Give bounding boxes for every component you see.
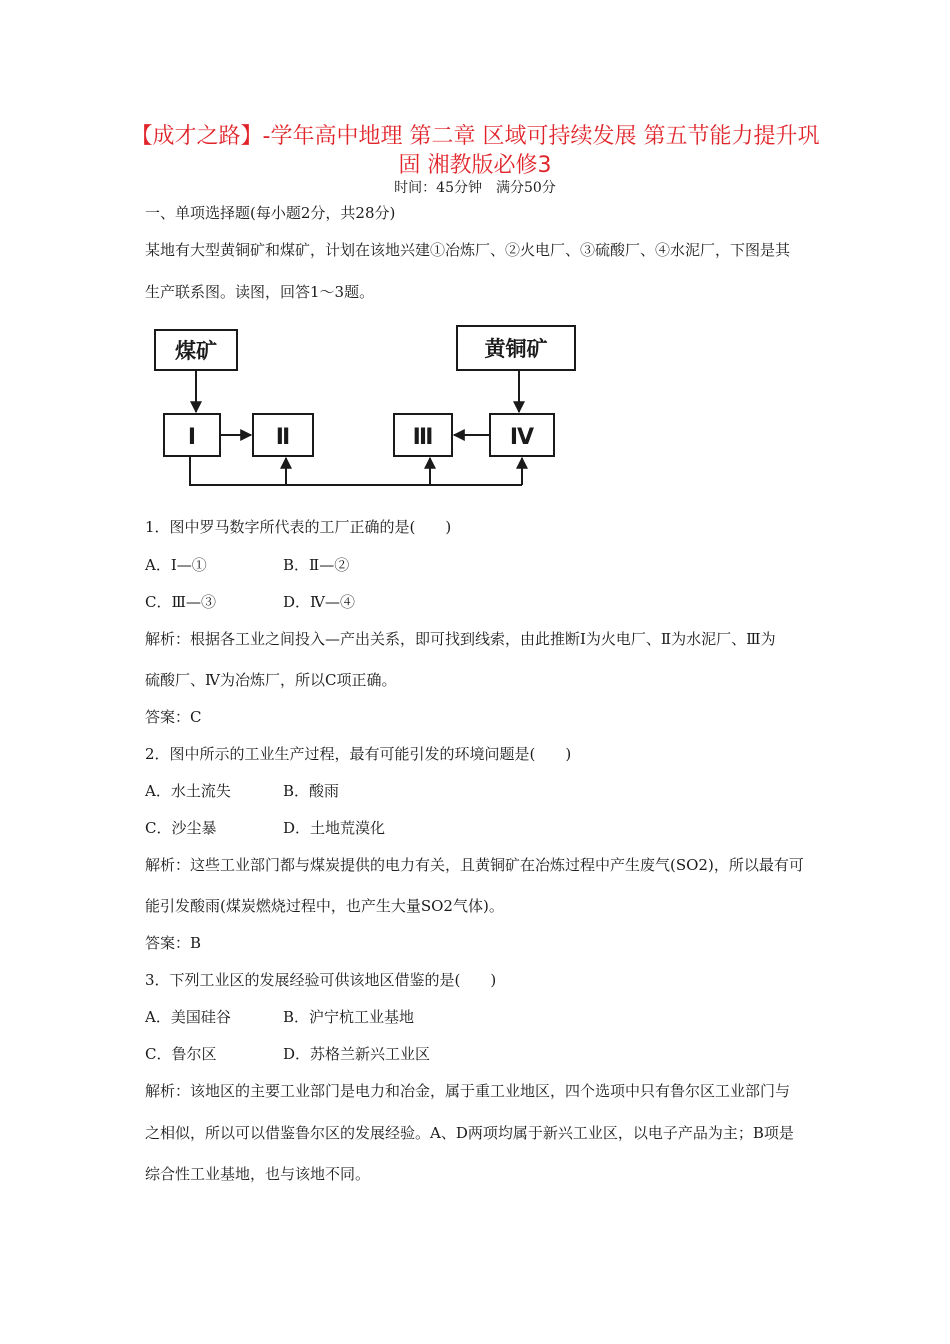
document-title [100,122,850,180]
intro-text-line-2: 生产联系图。读图，回答1～3题。 [145,283,375,301]
q3-explanation-line-1: 解析：该地区的主要工业部门是电力和冶金，属于重工业地区，四个选项中只有鲁尔区工业部门与 [145,1082,791,1100]
production-link-diagram [150,322,590,497]
q1-explanation-line-1: 解析：根据各工业之间投入—产出关系，即可找到线索，由此推断Ⅰ为火电厂、Ⅱ为水泥厂、Ⅲ为 [145,630,776,648]
q2-option-c: C．沙尘暴 [145,819,217,837]
question-1-stem: 1．图中罗马数字所代表的工厂正确的是( ) [145,518,452,536]
title-line-1: 【成才之路】-学年高中地理 第二章 区域可持续发展 第五节能力提升巩 [130,124,820,149]
q1-option-d: D．Ⅳ—④ [283,593,356,611]
title-line-2: 固 湘教版必修3 [398,153,552,178]
q1-explanation-line-2: 硫酸厂、Ⅳ为冶炼厂，所以C项正确。 [145,671,397,689]
time-score-info: 时间：45分钟 满分50分 [394,180,556,196]
q1-option-b: B．Ⅱ—② [283,556,350,574]
q3-explanation-line-3: 综合性工业基地，也与该地不同。 [145,1165,371,1183]
section-heading: 一、单项选择题(每小题2分，共28分) [145,204,396,222]
bottom-connector [190,456,522,485]
factory-iii-label: Ⅲ [412,425,434,450]
factory-iv-label: Ⅳ [509,425,535,450]
q2-option-a: A．水土流失 [145,782,231,800]
q3-option-d: D．苏格兰新兴工业区 [283,1045,431,1063]
q3-option-b: B．沪宁杭工业基地 [283,1008,415,1026]
q2-option-b: B．酸雨 [283,782,340,800]
q2-explanation-line-2: 能引发酸雨(煤炭燃烧过程中，也产生大量SO2气体)。 [145,897,504,915]
question-3-stem: 3．下列工业区的发展经验可供该地区借鉴的是( ) [145,971,497,989]
q2-option-d: D．土地荒漠化 [283,819,386,837]
q3-option-a: A．美国硅谷 [145,1008,231,1026]
q1-option-a: A．Ⅰ—① [145,556,207,574]
intro-text-line-1: 某地有大型黄铜矿和煤矿，计划在该地兴建①冶炼厂、②火电厂、③硫酸厂、④水泥厂，下图是其 [145,241,791,259]
question-2-stem: 2．图中所示的工业生产过程，最有可能引发的环境问题是( ) [145,745,572,763]
q2-explanation-line-1: 解析：这些工业部门都与煤炭提供的电力有关，且黄铜矿在冶炼过程中产生废气(SO2)，所以最有可 [145,856,804,874]
coal-mine-label: 煤矿 [175,339,217,363]
q1-option-c: C．Ⅲ—③ [145,593,216,611]
q3-explanation-line-2: 之相似，所以可以借鉴鲁尔区的发展经验。A、D两项均属于新兴工业区，以电子产品为主；B项是 [145,1124,794,1142]
q1-answer: 答案：C [145,708,202,726]
q2-answer: 答案：B [145,934,202,952]
copper-mine-label: 黄铜矿 [484,337,548,361]
factory-i-label: Ⅰ [187,425,197,450]
q3-option-c: C．鲁尔区 [145,1045,217,1063]
factory-ii-label: Ⅱ [275,425,291,450]
